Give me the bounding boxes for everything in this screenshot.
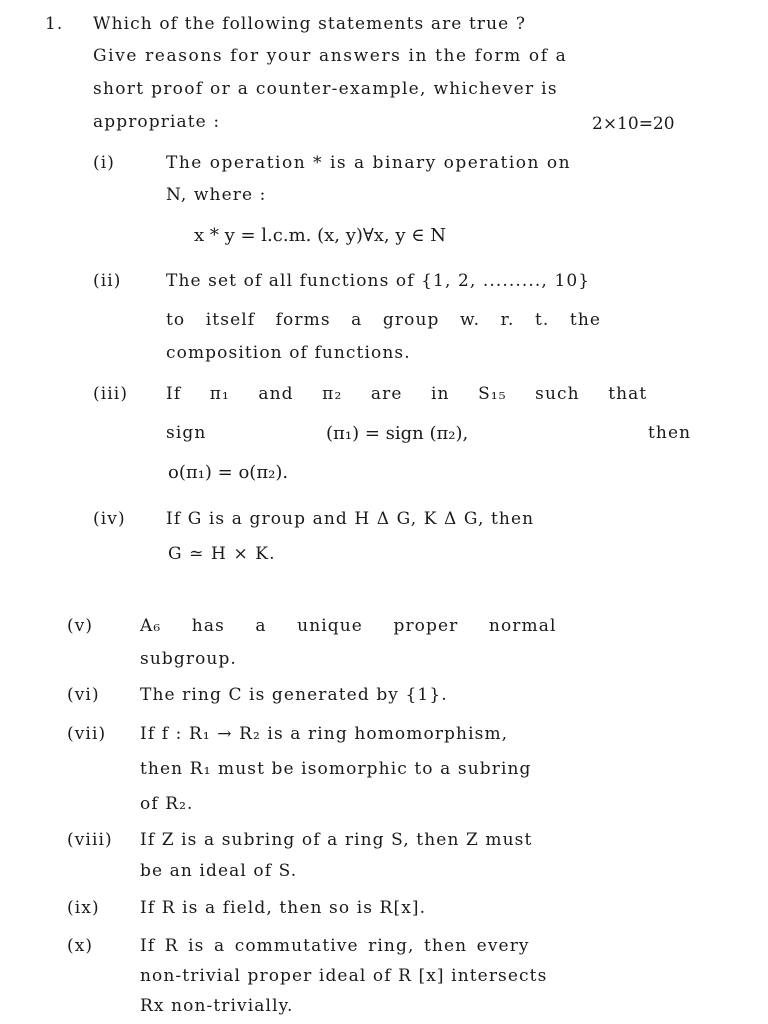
- item-x-line-3: Rx non-trivially.: [140, 996, 294, 1016]
- item-iii-line-2-left: sign: [166, 423, 207, 443]
- item-vii-line-3: of R₂.: [140, 794, 194, 814]
- item-vii-line-1: If f : R₁ → R₂ is a ring homomorphism,: [140, 724, 509, 744]
- item-viii-line-2: be an ideal of S.: [140, 861, 298, 881]
- intro-line-4: appropriate :: [93, 112, 221, 132]
- intro-line-3: short proof or a counter-example, whichever is: [93, 79, 558, 99]
- item-label-ii: (ii): [93, 271, 122, 291]
- intro-line-1: [93, 16, 705, 33]
- marks: 2×10=20: [592, 114, 675, 134]
- item-ii-line-2: to itself forms a group w. r. t. the: [166, 310, 602, 330]
- item-iv-line-1: If G is a group and H Δ G, K Δ G, then: [166, 509, 535, 529]
- item-ii-line-1: The set of all functions of {1, 2, ........., 10}: [166, 271, 591, 291]
- item-label-i: (i): [93, 153, 116, 173]
- item-x-line-1: If R is a commutative ring, then every: [140, 936, 530, 956]
- item-v-line-2: subgroup.: [140, 649, 237, 669]
- item-label-ix: (ix): [67, 898, 100, 918]
- item-label-v: (v): [67, 616, 94, 636]
- intro-line-1-text: Which of the following statements are true ?: [93, 14, 527, 34]
- question-number: 1.: [45, 14, 64, 34]
- item-v-line-1: A₆ has a unique proper normal: [140, 616, 557, 636]
- item-vii-line-2: then R₁ must be isomorphic to a subring: [140, 759, 532, 779]
- item-iv-line-2: G ≃ H × K.: [168, 544, 276, 564]
- item-i-formula: x * y = l.c.m. (x, y)∀x, y ∈ N: [194, 225, 447, 246]
- item-iii-line-1: If π₁ and π₂ are in S₁₅ such that: [166, 384, 648, 404]
- item-iii-line-2-right: then: [648, 423, 692, 443]
- item-ix-line-1: If R is a field, then so is R[x].: [140, 898, 427, 918]
- item-label-x: (x): [67, 936, 94, 956]
- item-viii-line-1: If Z is a subring of a ring S, then Z must: [140, 830, 533, 850]
- item-iii-line-2-mid: (π₁) = sign (π₂),: [326, 423, 469, 444]
- item-label-viii: (viii): [67, 830, 113, 850]
- item-i-line-1: The operation * is a binary operation on: [166, 153, 572, 173]
- item-label-iii: (iii): [93, 384, 129, 404]
- item-i-line-2: N, where :: [166, 185, 267, 205]
- item-iii-line-3: o(π₁) = o(π₂).: [168, 462, 289, 483]
- item-vi-line-1: The ring C is generated by {1}.: [140, 685, 448, 705]
- item-x-line-2: non-trivial proper ideal of R [x] intersects: [140, 966, 548, 986]
- item-label-vi: (vi): [67, 685, 100, 705]
- item-ii-line-3: composition of functions.: [166, 343, 411, 363]
- item-label-vii: (vii): [67, 724, 107, 744]
- item-label-iv: (iv): [93, 509, 126, 529]
- intro-line-2: Give reasons for your answers in the form of a: [93, 46, 568, 66]
